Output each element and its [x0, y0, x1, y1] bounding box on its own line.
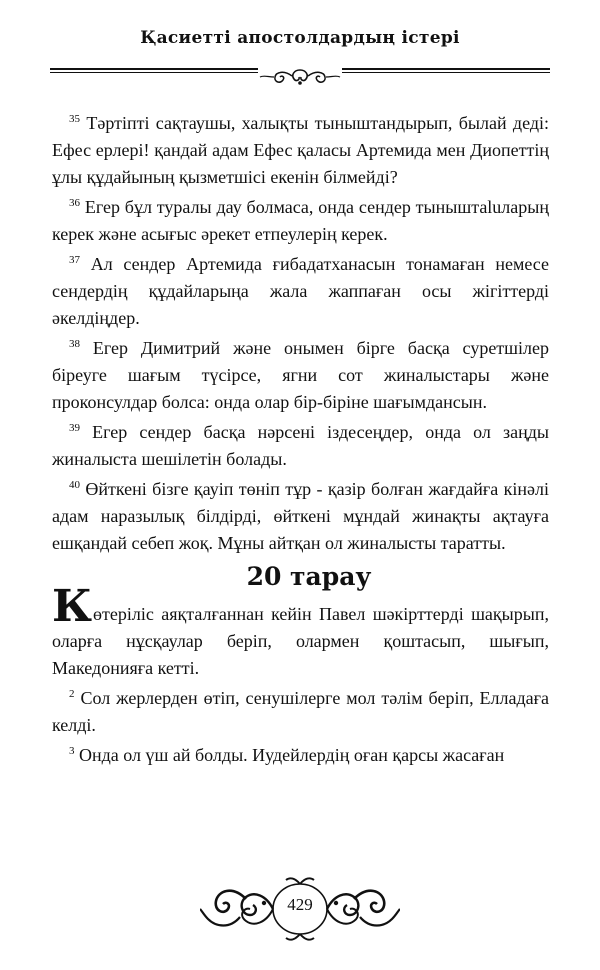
header-ornament-icon: [258, 66, 342, 88]
verse-number: 38: [69, 338, 80, 350]
verse-2: [52, 685, 549, 739]
verse-text: Онда ол үш ай болды. Иудейлердің оған қарсы жасаған: [79, 745, 505, 765]
verse-40: [52, 476, 549, 557]
verse-35: [52, 110, 549, 191]
verse-text: Егер Димитрий және онымен бірге басқа суретшілер біреуге шағым түсірсе, ягни сот жиналыстары және проконсулдар болса: онда олар бір-біріне шағымдансын.: [52, 338, 550, 412]
verse-text: Ал сендер Артемида ғибадатханасын тонамаған немесе сендердің құдайларыңа жала жаппаған осы жігіттерді әкелдіңдер.: [52, 254, 549, 328]
chapter-title: 20 тарау: [246, 562, 372, 591]
verse-number: 36: [69, 197, 80, 209]
verse-text: Тәртіпті сақтаушы, халықты тыныштандырып, былай деді: Ефес ерлері! қандай адам Ефес қаласы Артемида мен Диопеттің ұлы құдайының қызметшісі екенін білмейді?: [52, 113, 549, 187]
verse-text: өтеріліс аяқталғаннан кейін Павел шәкірттерді шақырып, оларға нұсқаулар беріп, олармен қоштасып, шығып, Македонияға кетті.: [52, 604, 549, 678]
verse-text: Егер бұл туралы дау болмаса, онда сендер тыныштаluларың керек және асығыс әрекет етпеулерің керек.: [52, 197, 550, 244]
verse-number: 2: [69, 688, 75, 700]
drop-cap: К: [52, 581, 93, 632]
verse-number: 37: [69, 254, 80, 266]
running-header: Қасиетті апостолдардың істері: [140, 28, 460, 48]
verse-38: [52, 335, 549, 416]
verse-text: Сол жерлерден өтіп, сенушілерге мол тәлім беріп, Елладаға келді.: [52, 688, 549, 735]
verse-number: 39: [69, 422, 80, 434]
body-text: [52, 110, 549, 772]
verse-number: 3: [69, 745, 75, 757]
verse-39: [52, 419, 549, 473]
verse-37: [52, 251, 549, 332]
verse-1: [52, 581, 549, 682]
verse-3: [52, 742, 549, 769]
verse-number: 35: [69, 113, 80, 125]
verse-number: 40: [69, 479, 80, 491]
verse-text: Өйткені бізге қауіп төніп тұр - қазір болған жағдайға кінәлі адам наразылық білдірді, өйткені мұндай жинақты ақтауға ешқандай себеп жоқ. Мұны айтқан ол жиналысты таратты.: [52, 479, 550, 553]
page-number: 429: [287, 895, 313, 914]
verse-text: Егер сендер басқа нәрсені іздесеңдер, онда ол заңды жиналыста шешілетін болады.: [52, 422, 549, 469]
verse-36: [52, 194, 549, 248]
